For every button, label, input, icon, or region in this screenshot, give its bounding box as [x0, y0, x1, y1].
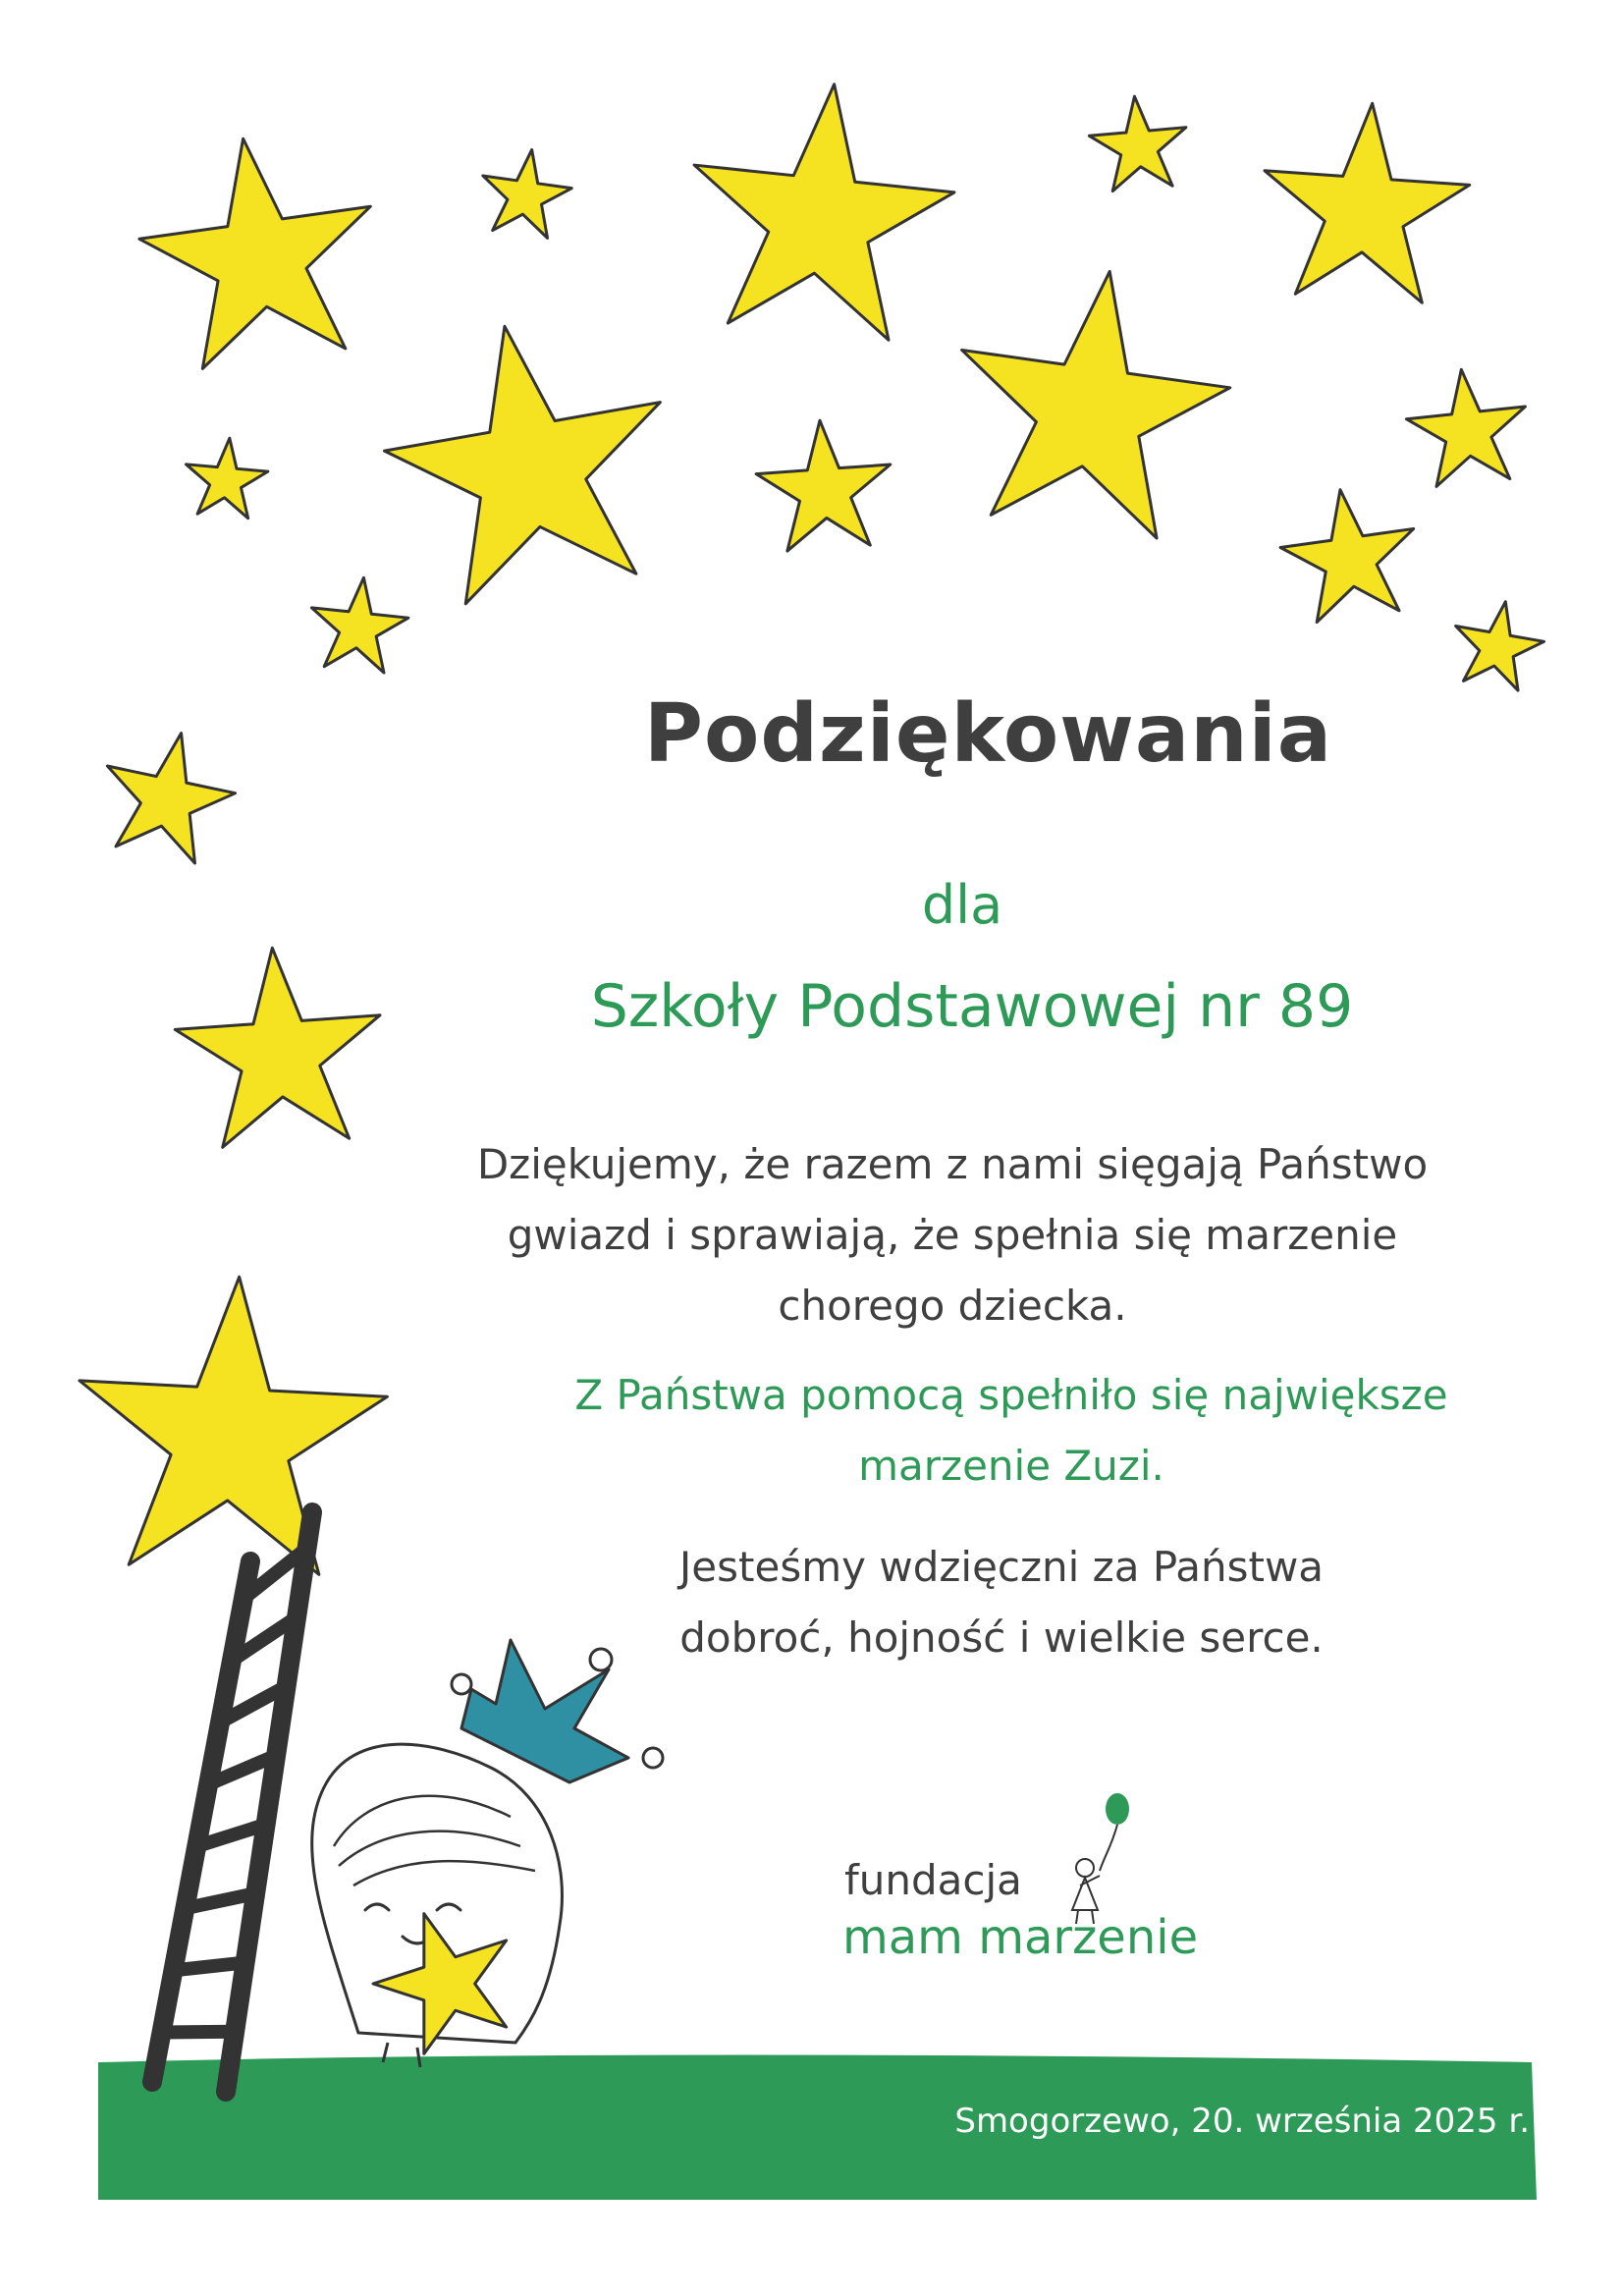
ladder-rung: [162, 2032, 235, 2033]
star-icon: [678, 71, 964, 346]
star-icon: [753, 415, 896, 552]
footer-date: Smogorzewo, 20. września 2025 r.: [954, 2102, 1530, 2141]
star-icon: [128, 123, 390, 375]
thanks-line: gwiazd i sprawiają, że spełnia się marzenie: [507, 1211, 1398, 1259]
logo-balloon-icon: [1072, 1793, 1129, 1924]
star-icon: [1086, 92, 1191, 192]
gratitude-line: Jesteśmy wdzięczni za Państwa: [678, 1543, 1325, 1591]
logo-text-line1: fundacja: [844, 1856, 1022, 1904]
dream-line: Z Państwa pomocą spełniło się największe: [574, 1371, 1448, 1419]
star-icon: [170, 941, 389, 1150]
star-icon: [940, 252, 1244, 545]
dream-line: marzenie Zuzi.: [858, 1442, 1164, 1490]
thanks-line: Dziękujemy, że razem z nami sięgają Państwo: [476, 1140, 1429, 1188]
logo-text-line2: mam marzenie: [842, 1910, 1199, 1965]
gratitude-paragraph: [511, 1532, 1492, 1673]
thanks-paragraph: [461, 1129, 1443, 1341]
star-icon: [70, 1269, 393, 1578]
gratitude-line: dobroć, hojność i wielkie serce.: [679, 1613, 1324, 1662]
ladder: [152, 1512, 312, 2092]
recipient-name: Szkoły Podstawowej nr 89: [590, 972, 1354, 1041]
star-icon: [475, 143, 576, 241]
star-icon: [1446, 594, 1549, 693]
ladder-rung: [173, 1963, 244, 1971]
thanks-line: chorego dziecka.: [778, 1282, 1127, 1330]
star-icon: [305, 573, 411, 675]
star-icon: [1256, 96, 1475, 305]
star-icon: [1402, 363, 1533, 489]
star-icon: [1273, 480, 1425, 626]
star-icon: [182, 435, 270, 520]
document-title: Podziękowania: [643, 687, 1333, 781]
star-icon: [366, 302, 688, 614]
dream-paragraph: [520, 1360, 1502, 1502]
recipient-prefix: dla: [921, 874, 1003, 936]
